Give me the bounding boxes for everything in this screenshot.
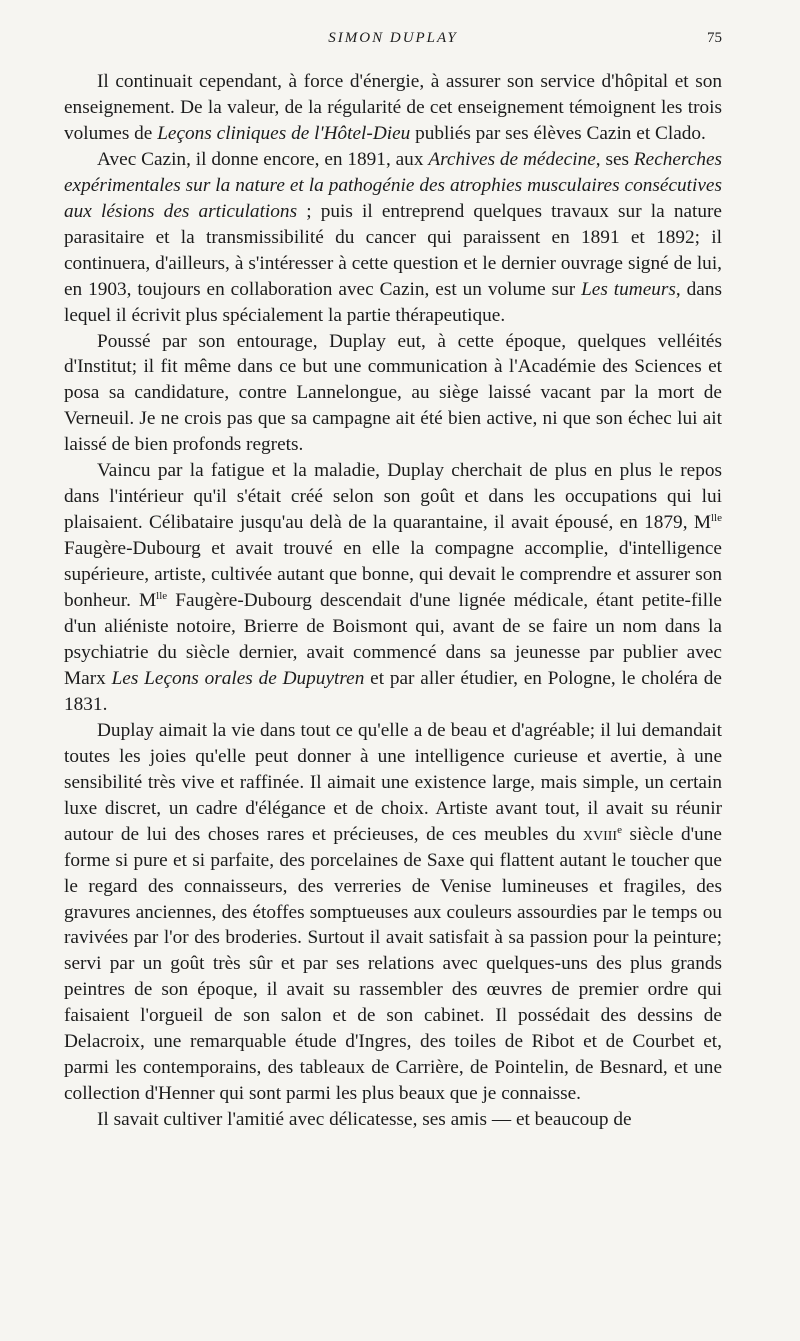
paragraph xyxy=(64,147,722,329)
running-head xyxy=(64,30,722,52)
running-title: SIMON DUPLAY xyxy=(328,30,458,46)
italic-title: Les Leçons orales de Dupuytren xyxy=(111,667,365,689)
text-run: Vaincu par la fatigue et la maladie, Duplay cherchait de plus en plus le repos dans l'intérieur qu'il s'était créé selon son goût et dans les occupations qui lui plaisaient. Célibataire jusqu'au delà de la quarantaine, il avait épousé, en 1879, M xyxy=(64,460,722,534)
superscript: e xyxy=(617,823,622,836)
text-run: Faugère-Dubourg descendait d'une lignée médicale, étant petite-fille d'un aliéniste notoire, Brierre de Boismont qui, avant de se faire un nom dans la psychiatrie du siècle dernier, avait commencé dans sa jeunesse par publier avec Marx xyxy=(64,590,722,689)
superscript: lle xyxy=(711,512,722,525)
paragraph xyxy=(64,458,722,718)
text-run: Faugère-Dubourg et avait trouvé en elle la compagne accomplie, d'intelligence supérieure, artiste, cultivée autant que bonne, qui devait le comprendre et assurer son bonheur. M xyxy=(64,538,722,612)
paragraph xyxy=(64,329,722,459)
paragraph xyxy=(64,69,722,147)
text-run: Duplay aimait la vie dans tout ce qu'elle a de beau et d'agréable; il lui demandait toutes les joies qu'elle peut donner à une intelligence curieuse et avertie, à une sensibilité très vive et raffinée. Il aimait une existence large, mais simple, un certain luxe discret, un cadre d'élégance et de choix. Artiste avant tout, il avait su réunir autour de lui des choses rares et précieuses, de ces meubles du xyxy=(64,719,722,845)
text-run: Il savait cultiver l'amitié avec délicatesse, ses amis — et beaucoup de xyxy=(97,1109,632,1131)
body-text xyxy=(64,69,722,1133)
text-run: et par aller étudier, en Pologne, le choléra de 1831. xyxy=(64,667,722,715)
paragraph xyxy=(64,718,722,1107)
paragraph xyxy=(64,1107,722,1133)
italic-title: Archives de médecine xyxy=(428,148,596,170)
text-run: Avec Cazin, il donne encore, en 1891, aux xyxy=(97,148,429,170)
text-run: publiés par ses élèves Cazin et Clado. xyxy=(410,122,706,144)
text-run: Il continuait cependant, à force d'énergie, à assurer son service d'hôpital et son enseignement. De la valeur, de la régularité de cet enseignement témoignent les trois volumes de xyxy=(64,71,722,144)
text-run: siècle d'une forme si pure et si parfaite, des porcelaines de Saxe qui flattent autant le toucher que le regard des connaisseurs, des verreries de Venise lumineuses et fragiles, des gravures anciennes, des étoffes somptueuses aux couleurs assourdies par le temps ou ravivées par l'or des broderies. Surtout il avait satisfait à sa passion pour la peinture; servi par un goût très sûr et par ses relations avec quelques-uns des plus grands peintres de son époque, il avait su rassembler des œuvres de premier ordre qui faisaient l'orgueil de son salon et de son cabinet. Il possédait des dessins de Delacroix, une remarquable étude d'Ingres, des toiles de Ribot et de Courbet et, parmi les contemporains, des tableaux de Carrière, de Pointelin, de Besnard, et une collection d'Henner qui sont parmi les plus beaux que je connaisse. xyxy=(64,823,722,1105)
text-run: Poussé par son entourage, Duplay eut, à cette époque, quelques velléités d'Institut; il fit même dans ce but une communication à l'Académie des Sciences et posa sa candidature, contre Lannelongue, au siège laissé vacant par la mort de Verneuil. Je ne crois pas que sa campagne ait été bien active, ni que son échec lui ait laissé de bien profonds regrets. xyxy=(64,330,722,456)
italic-title: Recherches expérimentales sur la nature et la pathogénie des atrophies musculaires consécutives aux lésions des articulations xyxy=(64,148,723,222)
text-run: , ses xyxy=(595,148,634,170)
text-run: , dans lequel il écrivit plus spécialement la partie thérapeutique. xyxy=(64,278,723,326)
page-number: 75 xyxy=(707,30,722,46)
italic-title: Leçons cliniques de l'Hôtel-Dieu xyxy=(157,122,411,144)
text-run: ; puis il entreprend quelques travaux sur la nature parasitaire et la transmissibilité du cancer qui paraissent en 1891 et 1892; il continuera, d'ailleurs, à s'intéresser à cette question et le dernier ouvrage signé de lui, en 1903, toujours en collaboration avec Cazin, est un volume sur xyxy=(64,200,722,300)
italic-title: Les tumeurs xyxy=(581,278,676,300)
superscript: lle xyxy=(156,590,168,603)
small-caps-text: xviii xyxy=(582,823,618,845)
